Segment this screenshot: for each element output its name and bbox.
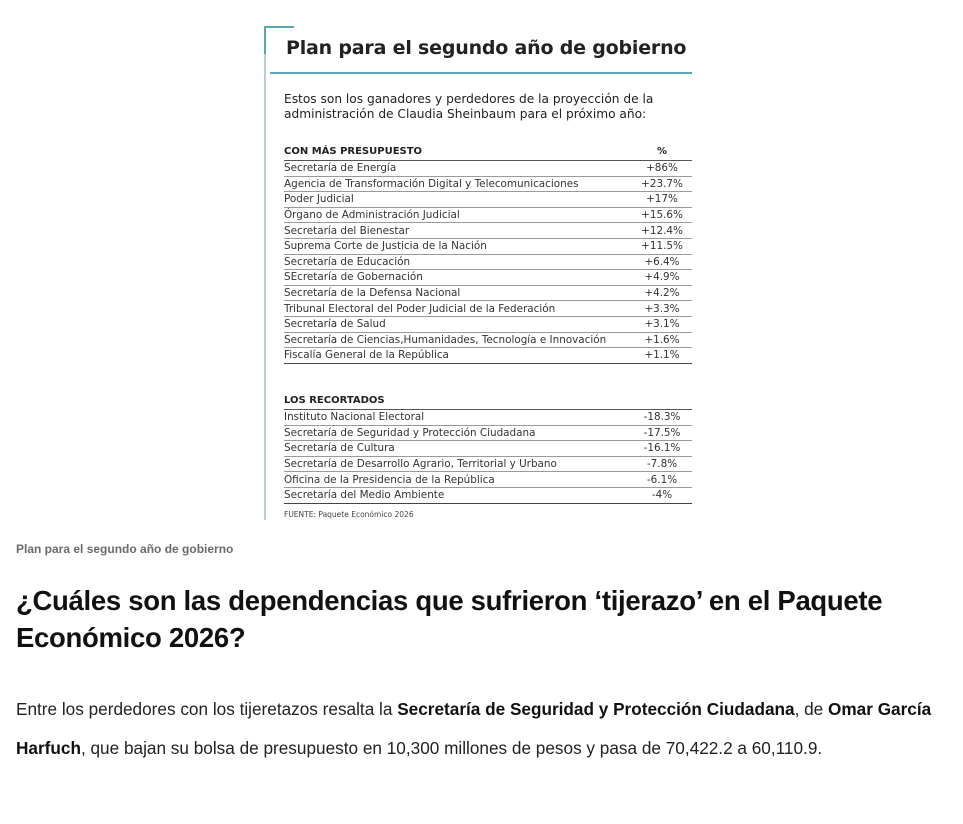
article-paragraph [16, 690, 951, 767]
agency-name: Suprema Corte de Justicia de la Nación [284, 240, 487, 253]
gainers-table-header [284, 146, 692, 161]
figure-title: Plan para el segundo año de gobierno [286, 37, 687, 59]
agency-name: Secretaría de Ciencias,Humanidades, Tecnología e Innovación [284, 333, 607, 346]
table-row [284, 441, 692, 457]
agency-name: Secretaría del Medio Ambiente [284, 489, 445, 502]
losers-table-body [284, 410, 692, 504]
table-row [284, 301, 692, 317]
budget-infographic [264, 26, 692, 520]
budget-change-pct: +1.6% [644, 333, 680, 346]
agency-name: Secretaría de Seguridad y Protección Ciudadana [284, 426, 536, 439]
figure-source: FUENTE: Paquete Económico 2026 [284, 510, 414, 519]
paragraph-text-3: , que bajan su bolsa de presupuesto en 10,300 millones de pesos y pasa de 70,422.2 a 60,110.9. [80, 737, 823, 758]
table-row [284, 192, 692, 208]
table-row [284, 488, 692, 504]
article-subheadline: ¿Cuáles son las dependencias que sufrieron ‘tijerazo’ en el Paquete Económico 2026? [16, 585, 883, 653]
agency-name: Tribunal Electoral del Poder Judicial de la Federación [284, 302, 556, 315]
budget-change-pct: -6.1% [646, 473, 678, 486]
agency-name: Secretaría del Bienestar [284, 224, 410, 237]
table-row [284, 317, 692, 333]
paragraph-text-2: , de [794, 699, 829, 719]
budget-change-pct: +11.5% [641, 240, 683, 253]
losers-header-label: LOS RECORTADOS [284, 395, 385, 406]
table-row [284, 333, 692, 349]
budget-change-pct: -7.8% [646, 458, 678, 471]
gainers-header-label: CON MÁS PRESUPUESTO [284, 146, 423, 157]
budget-change-pct: +3.1% [644, 318, 680, 331]
figure-corner-accent [264, 26, 266, 54]
budget-change-pct: +4.9% [644, 271, 680, 284]
figure-intro: Estos son los ganadores y perdedores de la proyección de la administración de Claudia Sheinbaum para el próximo año: [284, 92, 654, 121]
budget-change-pct: +12.4% [641, 224, 683, 237]
budget-change-pct: +3.3% [644, 302, 680, 315]
table-row [284, 286, 692, 302]
table-row [284, 177, 692, 193]
table-row [284, 426, 692, 442]
image-caption: Plan para el segundo año de gobierno [16, 542, 234, 556]
agency-name: Secretaría de Salud [284, 318, 386, 331]
budget-change-pct: -18.3% [643, 411, 681, 424]
budget-change-pct: +4.2% [644, 287, 680, 300]
agency-name: Órgano de Administración Judicial [284, 209, 460, 222]
table-row [284, 472, 692, 488]
table-row [284, 270, 692, 286]
table-row [284, 208, 692, 224]
budget-change-pct: -16.1% [643, 442, 681, 455]
budget-change-pct: +23.7% [641, 177, 683, 190]
agency-name: Agencia de Transformación Digital y Telecomunicaciones [284, 177, 579, 190]
agency-highlight: Secretaría de Seguridad y Protección Ciudadana [397, 699, 795, 719]
figure-title-bar [270, 28, 692, 74]
figure-left-border [264, 26, 266, 520]
table-row [284, 239, 692, 255]
agency-name: Secretaría de Cultura [284, 442, 395, 455]
table-row [284, 410, 692, 426]
losers-table-header [284, 395, 692, 410]
agency-name: Secretaría de la Defensa Nacional [284, 287, 461, 300]
agency-name: Instituto Nacional Electoral [284, 411, 425, 424]
agency-name: Secretaría de Desarrollo Agrario, Territorial y Urbano [284, 458, 557, 471]
budget-change-pct: -17.5% [643, 426, 681, 439]
budget-change-pct: +86% [646, 162, 678, 175]
paragraph-text-1: Entre los perdedores con los tijeretazos resalta la [16, 699, 398, 719]
agency-name: Secretaría de Energía [284, 162, 397, 175]
pct-header-label: % [656, 146, 668, 157]
table-row [284, 457, 692, 473]
gainers-table-body [284, 161, 692, 364]
budget-change-pct: +6.4% [644, 255, 680, 268]
agency-name: Fiscalía General de la República [284, 349, 449, 362]
table-row [284, 348, 692, 364]
agency-name: Secretaría de Educación [284, 255, 411, 268]
table-row [284, 161, 692, 177]
losers-table [284, 395, 692, 504]
agency-name: Poder Judicial [284, 193, 354, 206]
budget-change-pct: -4% [651, 489, 673, 502]
agency-name: Oficina de la Presidencia de la República [284, 473, 495, 486]
budget-change-pct: +1.1% [644, 349, 680, 362]
budget-change-pct: +17% [646, 193, 678, 206]
gainers-table [284, 146, 692, 364]
table-row [284, 223, 692, 239]
agency-name: SEcretaría de Gobernación [284, 271, 423, 284]
budget-change-pct: +15.6% [641, 209, 683, 222]
person-highlight: Omar García Harfuch [16, 699, 932, 758]
table-row [284, 255, 692, 271]
